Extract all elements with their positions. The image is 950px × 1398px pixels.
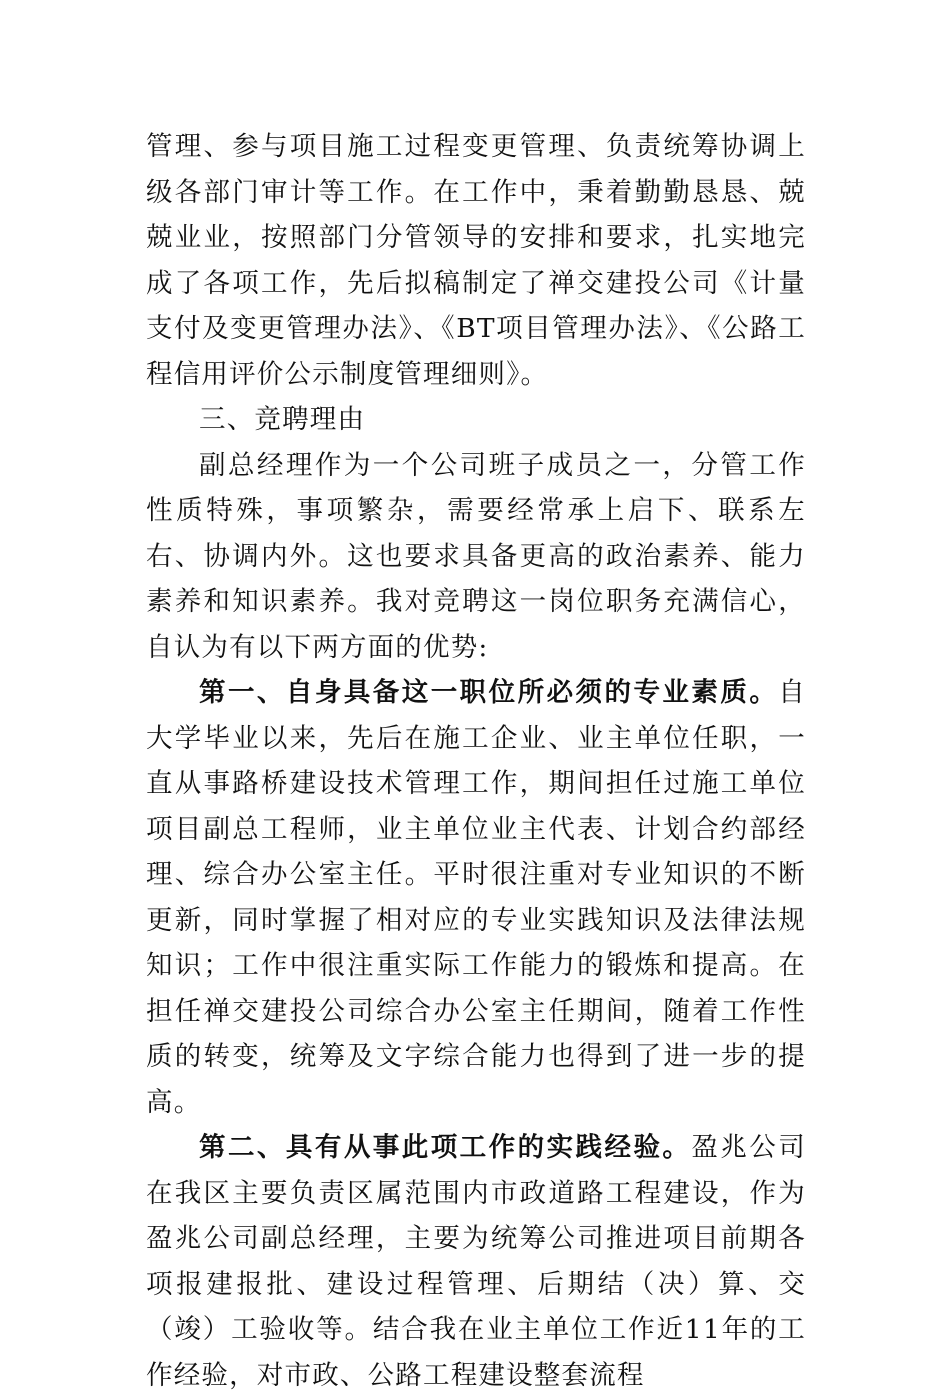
section-heading-reasons: 三、竞聘理由 xyxy=(199,404,366,435)
paragraph-point-one xyxy=(146,670,806,1125)
document-page xyxy=(146,124,806,1398)
point-one-body: 自大学毕业以来，先后在施工企业、业主单位任职，一直从事路桥建设技术管理工作，期间担任过施工单位项目副总工程师，业主单位业主代表、计划合约部经理、综合办公室主任。平时很注重对专业知识的不断更新，同时掌握了相对应的专业实践知识及法律法规知识；工作中很注重实际工作能力的锻炼和提高。在担任禅交建投公司综合办公室主任期间，随着工作性质的转变，统筹及文字综合能力也得到了进一步的提高。 xyxy=(146,677,806,1118)
point-one-lead: 第一、自身具备这一职位所必须的专业素质。 xyxy=(199,677,779,708)
paragraph-reasons-intro: 副总经理作为一个公司班子成员之一，分管工作性质特殊，事项繁杂，需要经常承上启下、联系左右、协调内外。这也要求具备更高的政治素养、能力素养和知识素养。我对竞聘这一岗位职务充满信心，自认为有以下两方面的优势: xyxy=(146,449,806,663)
point-two-lead: 第二、具有从事此项工作的实践经验。 xyxy=(199,1132,692,1163)
paragraph-point-two xyxy=(146,1125,806,1398)
point-two-body: 盈兆公司在我区主要负责区属范围内市政道路工程建设，作为盈兆公司副总经理，主要为统筹公司推进项目前期各项报建报批、建设过程管理、后期结（决）算、交（竣）工验收等。结合我在业主单位工作近11年的工作经验，对市政、公路工程建设整套流程 xyxy=(146,1132,806,1391)
paragraph-continuation: 管理、参与项目施工过程变更管理、负责统筹协调上级各部门审计等工作。在工作中，秉着勤勤恳恳、兢兢业业，按照部门分管领导的安排和要求，扎实地完成了各项工作，先后拟稿制定了禅交建投公司《计量支付及变更管理办法》、《BT项目管理办法》、《公路工程信用评价公示制度管理细则》。 xyxy=(146,131,806,390)
